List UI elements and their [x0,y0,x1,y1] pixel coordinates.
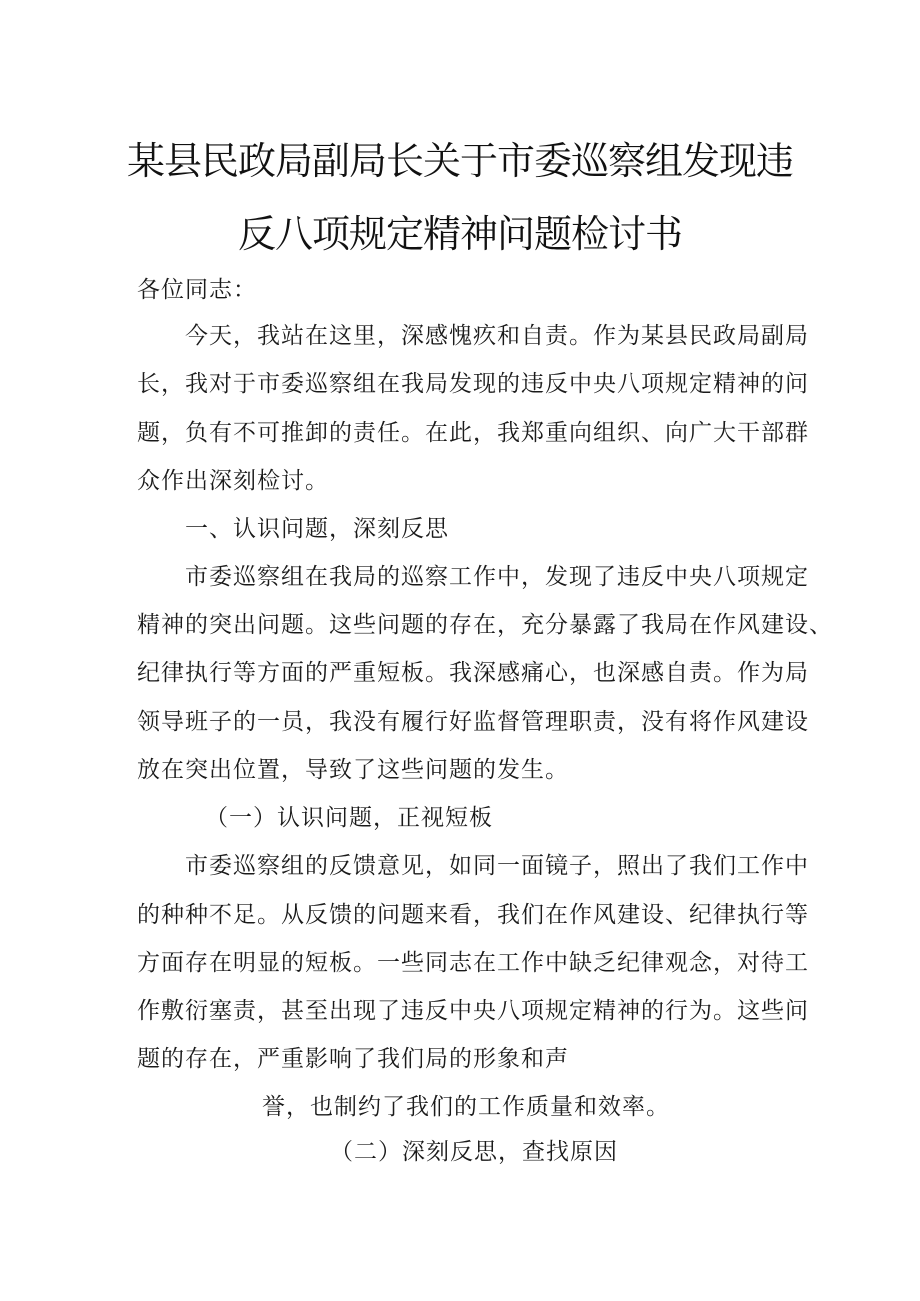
paragraph-line: 市委巡察组的反馈意见，如同一面镜子，照出了我们工作中 [185,853,809,879]
paragraph-line: 纪律执行等方面的严重短板。我深感痛心，也深感自责。作为局 [137,660,809,686]
subsection-heading-2: （二）深刻反思，查找原因 [330,1139,618,1165]
document-title-line-2: 反八项规定精神问题检讨书 [237,212,682,256]
paragraph-line: 放在突出位置，导致了这些问题的发生。 [137,757,569,783]
paragraph-line: 市委巡察组在我局的巡察工作中，发现了违反中央八项规定 [185,564,809,590]
paragraph-line: 精神的突出问题。这些问题的存在，充分暴露了我局在作风建设、 [137,612,833,638]
subsection-heading-1: （一）认识问题，正视短板 [205,805,493,831]
paragraph-line: 领导班子的一员，我没有履行好监督管理职责，没有将作风建设 [137,709,809,735]
paragraph-line: 的种种不足。从反馈的问题来看，我们在作风建设、纪律执行等 [137,902,809,928]
document-title-line-1: 某县民政局副局长关于市委巡察组发现违 [126,139,793,183]
paragraph-line: 誉，也制约了我们的工作质量和效率。 [262,1094,670,1120]
paragraph-line: 题，负有不可推卸的责任。在此，我郑重向组织、向广大干部群 [137,420,809,446]
paragraph-line: 今天，我站在这里，深感愧疚和自责。作为某县民政局副局 [185,323,809,349]
section-heading-1: 一、认识问题，深刻反思 [185,516,449,542]
paragraph-line: 题的存在，严重影响了我们局的形象和声 [137,1046,569,1072]
paragraph-line: 方面存在明显的短板。一些同志在工作中缺乏纪律观念，对待工 [137,950,809,976]
paragraph-line: 众作出深刻检讨。 [137,468,329,494]
paragraph-line: 长，我对于市委巡察组在我局发现的违反中央八项规定精神的问 [137,371,809,397]
paragraph-line: 作敷衍塞责，甚至出现了违反中央八项规定精神的行为。这些问 [137,998,809,1024]
salutation: 各位同志： [137,277,257,303]
